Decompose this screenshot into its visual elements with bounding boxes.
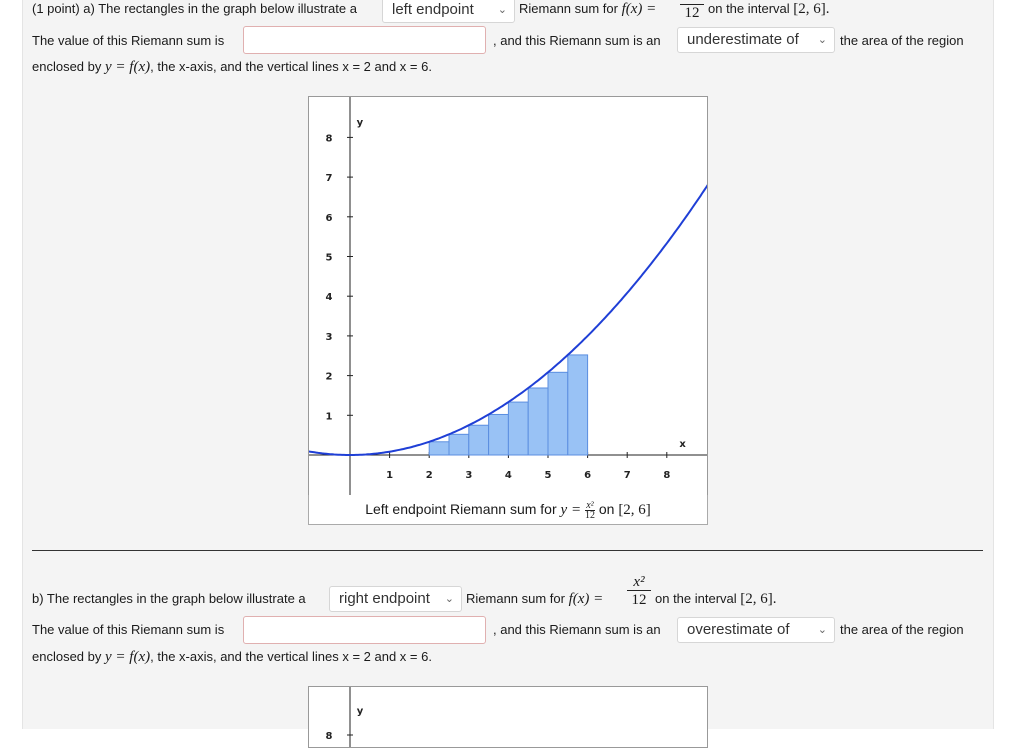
riemann-rect: [508, 402, 528, 455]
graph-b-svg: [309, 687, 707, 747]
riemann-rect: [429, 442, 449, 455]
riemann-sum-for-label-b: Riemann sum for: [466, 591, 565, 606]
relation-select-b[interactable]: [677, 617, 835, 643]
method-select-b[interactable]: [329, 586, 462, 612]
y-tick-label: 2: [325, 371, 333, 383]
y-axis-label: y: [356, 706, 364, 717]
x-tick-label: 7: [623, 470, 631, 481]
caption-on: on: [598, 501, 615, 517]
region-b-expr: y = f(x): [105, 649, 151, 665]
y-tick-label: 3: [325, 331, 333, 343]
relation-prefix-b: , and this Riemann sum is an: [493, 622, 661, 637]
relation-prefix-a: , and this Riemann sum is an: [493, 33, 661, 48]
chevron-down-icon: ⌄: [817, 624, 827, 636]
caption-fraction: [585, 501, 595, 520]
relation-suffix-a: the area of the region: [840, 33, 964, 48]
caption-y: y =: [560, 502, 582, 518]
region-a-1: enclosed by: [32, 59, 102, 74]
region-b-1: enclosed by: [32, 649, 102, 664]
x-axis-label: x: [679, 439, 686, 451]
y-axis-label: y: [356, 117, 364, 129]
x-tick-label: 6: [584, 470, 592, 481]
caption-fraction-den: 12: [584, 509, 595, 521]
fraction-b-denominator: 12: [631, 592, 647, 608]
graph-a: [308, 96, 708, 496]
riemann-sum-for-label: Riemann sum for: [519, 1, 618, 16]
riemann-rect: [568, 355, 588, 455]
riemann-rect: [528, 388, 548, 455]
riemann-rect: [469, 425, 489, 455]
method-select-a-value: left endpoint: [392, 1, 474, 18]
graph-a-caption: [308, 495, 708, 525]
func-label-b: f(x) =: [568, 591, 604, 607]
answer-input-b[interactable]: [243, 616, 486, 644]
interval-prefix-a: on the interval: [708, 1, 790, 16]
riemann-rect: [449, 434, 469, 455]
section-divider: [32, 550, 983, 551]
relation-suffix-b: the area of the region: [840, 622, 964, 637]
fraction-b-numerator: x²: [633, 574, 645, 590]
caption-prefix: Left endpoint Riemann sum for: [365, 501, 557, 517]
interval-b: [2, 6].: [740, 591, 777, 607]
region-a-expr: y = f(x): [105, 59, 151, 75]
fraction-b: [627, 574, 651, 609]
riemann-rect: [548, 372, 568, 455]
interval-b-text: [655, 591, 777, 607]
riemann-rect: [489, 414, 509, 455]
caption-fraction-num: x²: [586, 499, 594, 511]
interval-a: [2, 6].: [793, 1, 830, 17]
y-tick-label: 1: [325, 411, 333, 423]
region-b-2: , the x-axis, and the vertical lines x = 2 and x = 6.: [150, 649, 432, 664]
interval-prefix-b: on the interval: [655, 591, 737, 606]
x-tick-label: 1: [386, 470, 394, 481]
answer-input-a[interactable]: [243, 26, 486, 54]
func-label: f(x) =: [621, 1, 657, 17]
value-label-b: The value of this Riemann sum is: [32, 622, 225, 637]
y-tick-label: 6: [325, 212, 333, 224]
relation-select-b-value: overestimate of: [687, 621, 790, 638]
region-a-2: , the x-axis, and the vertical lines x = 2 and x = 6.: [150, 59, 432, 74]
region-text-a: [32, 59, 432, 75]
part-a-func-text: [519, 1, 656, 17]
y-tick-label: 8: [325, 133, 333, 145]
part-a-prefix: (1 point) a) The rectangles in the graph below illustrate a: [32, 1, 357, 16]
method-select-b-value: right endpoint: [339, 590, 430, 607]
relation-select-a-value: underestimate of: [687, 31, 799, 48]
graph-b: [308, 686, 708, 748]
value-label-a: The value of this Riemann sum is: [32, 33, 225, 48]
x-tick-label: 5: [544, 470, 552, 481]
interval-a-text: [708, 1, 830, 17]
x-tick-label: 2: [425, 470, 433, 481]
relation-select-a[interactable]: [677, 27, 835, 53]
part-a-line1: [32, 1, 357, 17]
x-tick-label: 4: [504, 470, 512, 481]
chevron-down-icon: ⌄: [444, 593, 454, 605]
fraction-a-denominator: 12: [684, 5, 700, 21]
part-b-prefix: b) The rectangles in the graph below illustrate a: [32, 591, 306, 606]
region-text-b: [32, 649, 432, 665]
fraction-a: [680, 0, 704, 22]
y-tick-label: 7: [325, 173, 333, 185]
method-select-a[interactable]: [382, 0, 515, 23]
part-b-func-text: [466, 591, 603, 607]
y-tick-label: 4: [325, 292, 333, 304]
x-tick-label: 3: [465, 470, 473, 481]
y-tick-label: 8: [325, 731, 333, 742]
y-tick-label: 5: [325, 252, 333, 264]
x-tick-label: 8: [663, 470, 671, 481]
graph-a-svg: [309, 97, 707, 495]
caption-interval: [2, 6]: [618, 502, 651, 518]
chevron-down-icon: ⌄: [817, 34, 827, 46]
chevron-down-icon: ⌄: [497, 4, 507, 16]
